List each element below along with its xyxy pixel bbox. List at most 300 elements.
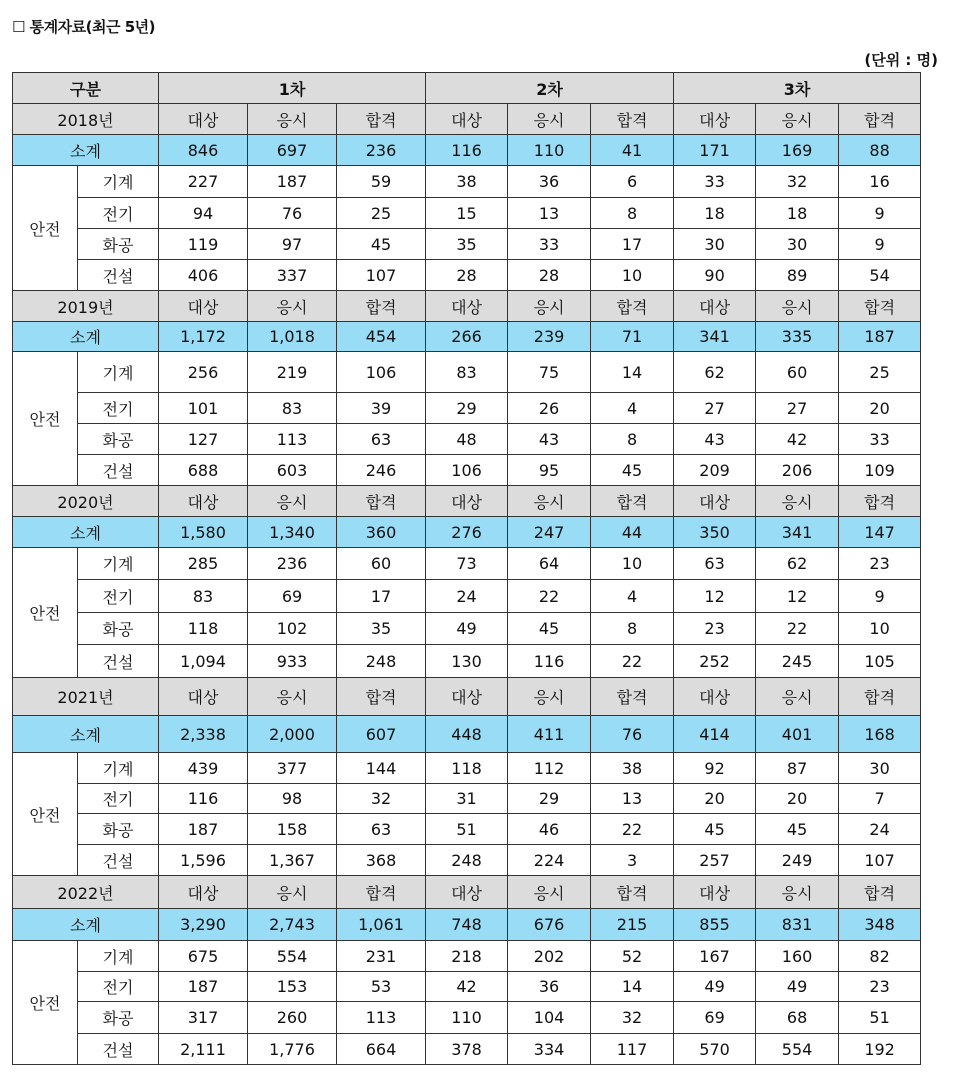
table-cell: 38 [426,166,508,198]
table-cell: 10 [591,260,674,291]
subtotal-value: 71 [591,322,674,352]
table-cell: 29 [508,784,591,814]
subtotal-value: 2,338 [159,716,248,753]
table-row [13,784,921,814]
subtotal-value: 168 [839,716,921,753]
table-cell: 257 [674,845,756,876]
table-cell: 51 [426,814,508,845]
table-cell: 4 [591,393,674,424]
column-label: 응시 [508,104,591,135]
column-label: 합격 [839,486,921,517]
year-header-row [13,291,921,322]
table-cell: 33 [674,166,756,198]
table-row [13,580,921,613]
table-row [13,548,921,580]
table-cell: 45 [756,814,839,845]
table-cell: 27 [674,393,756,424]
table-cell: 20 [839,393,921,424]
table-cell: 113 [248,424,337,455]
table-cell: 29 [426,393,508,424]
subtotal-value: 341 [756,517,839,548]
table-cell: 43 [508,424,591,455]
table-cell: 98 [248,784,337,814]
table-cell: 25 [839,352,921,393]
table-cell: 334 [508,1034,591,1065]
table-cell: 33 [508,229,591,260]
table-header-row [13,73,921,104]
table-cell: 8 [591,424,674,455]
table-cell: 1,094 [159,645,248,678]
table-cell: 26 [508,393,591,424]
column-label: 대상 [159,104,248,135]
subtotal-value: 236 [337,135,426,166]
group-label: 안전 [13,548,78,678]
group-label: 안전 [13,753,78,876]
table-cell: 28 [426,260,508,291]
column-label: 응시 [248,104,337,135]
year-label: 2019년 [13,291,159,322]
column-label: 응시 [248,678,337,716]
table-cell: 45 [337,229,426,260]
table-cell: 45 [591,455,674,486]
category-label: 화공 [78,814,159,845]
year-header-row [13,104,921,135]
table-cell: 17 [337,580,426,613]
table-cell: 158 [248,814,337,845]
table-cell: 22 [591,814,674,845]
subtotal-value: 846 [159,135,248,166]
table-cell: 60 [756,352,839,393]
table-cell: 378 [426,1034,508,1065]
column-label: 대상 [674,291,756,322]
table-cell: 107 [337,260,426,291]
column-label: 응시 [508,678,591,716]
column-label: 합격 [839,104,921,135]
table-cell: 246 [337,455,426,486]
header-round-2: 2차 [426,73,674,104]
subtotal-value: 247 [508,517,591,548]
statistics-table [12,72,921,1065]
subtotal-value: 831 [756,909,839,941]
category-label: 전기 [78,580,159,613]
table-cell: 8 [591,613,674,645]
table-cell: 45 [508,613,591,645]
header-round-1: 1차 [159,73,426,104]
table-cell: 1,776 [248,1034,337,1065]
column-label: 응시 [248,876,337,909]
table-cell: 36 [508,166,591,198]
column-label: 응시 [756,486,839,517]
table-cell: 36 [508,972,591,1002]
year-label: 2022년 [13,876,159,909]
table-row [13,1002,921,1034]
table-cell: 209 [674,455,756,486]
subtotal-value: 147 [839,517,921,548]
table-cell: 570 [674,1034,756,1065]
table-cell: 68 [756,1002,839,1034]
table-cell: 218 [426,941,508,972]
table-cell: 933 [248,645,337,678]
table-cell: 24 [426,580,508,613]
table-cell: 30 [839,753,921,784]
table-cell: 377 [248,753,337,784]
table-cell: 89 [756,260,839,291]
table-row [13,845,921,876]
table-cell: 554 [248,941,337,972]
table-cell: 73 [426,548,508,580]
table-cell: 27 [756,393,839,424]
column-label: 응시 [248,486,337,517]
subtotal-value: 1,172 [159,322,248,352]
table-cell: 35 [426,229,508,260]
table-cell: 9 [839,580,921,613]
table-cell: 32 [756,166,839,198]
table-cell: 8 [591,198,674,229]
column-label: 응시 [756,876,839,909]
group-label: 안전 [13,941,78,1065]
table-cell: 23 [839,972,921,1002]
subtotal-value: 276 [426,517,508,548]
table-cell: 83 [248,393,337,424]
table-cell: 48 [426,424,508,455]
table-cell: 13 [508,198,591,229]
table-cell: 69 [248,580,337,613]
table-cell: 13 [591,784,674,814]
column-label: 대상 [426,291,508,322]
column-label: 대상 [674,104,756,135]
subtotal-value: 676 [508,909,591,941]
subtotal-row [13,135,921,166]
year-header-row [13,876,921,909]
table-cell: 227 [159,166,248,198]
column-label: 합격 [591,486,674,517]
table-cell: 69 [674,1002,756,1034]
table-cell: 113 [337,1002,426,1034]
category-label: 전기 [78,784,159,814]
table-cell: 285 [159,548,248,580]
table-cell: 59 [337,166,426,198]
column-label: 대상 [159,291,248,322]
table-cell: 53 [337,972,426,1002]
table-cell: 28 [508,260,591,291]
table-cell: 116 [508,645,591,678]
table-row [13,260,921,291]
table-cell: 6 [591,166,674,198]
subtotal-value: 239 [508,322,591,352]
subtotal-value: 169 [756,135,839,166]
table-cell: 7 [839,784,921,814]
unit-label: (단위 : 명) [864,51,938,69]
subtotal-value: 360 [337,517,426,548]
table-cell: 60 [337,548,426,580]
table-cell: 51 [839,1002,921,1034]
subtotal-value: 215 [591,909,674,941]
table-row [13,455,921,486]
table-cell: 87 [756,753,839,784]
subtotal-value: 171 [674,135,756,166]
table-cell: 116 [159,784,248,814]
table-cell: 42 [426,972,508,1002]
subtotal-value: 414 [674,716,756,753]
table-cell: 187 [159,814,248,845]
table-cell: 119 [159,229,248,260]
table-cell: 2,111 [159,1034,248,1065]
subtotal-value: 3,290 [159,909,248,941]
table-cell: 16 [839,166,921,198]
table-cell: 127 [159,424,248,455]
subtotal-value: 1,340 [248,517,337,548]
table-cell: 14 [591,352,674,393]
table-cell: 63 [674,548,756,580]
subtotal-value: 110 [508,135,591,166]
table-cell: 10 [839,613,921,645]
subtotal-value: 1,018 [248,322,337,352]
table-cell: 1,596 [159,845,248,876]
category-label: 전기 [78,972,159,1002]
table-cell: 248 [337,645,426,678]
table-cell: 9 [839,198,921,229]
table-cell: 20 [674,784,756,814]
table-cell: 664 [337,1034,426,1065]
column-label: 응시 [756,104,839,135]
table-cell: 153 [248,972,337,1002]
table-cell: 23 [839,548,921,580]
table-cell: 76 [248,198,337,229]
table-cell: 75 [508,352,591,393]
column-label: 합격 [591,678,674,716]
subtotal-label: 소계 [13,517,159,548]
subtotal-row [13,909,921,941]
group-label: 안전 [13,166,78,291]
column-label: 합격 [591,104,674,135]
category-label: 기계 [78,548,159,580]
table-cell: 52 [591,941,674,972]
category-label: 화공 [78,424,159,455]
subtotal-value: 348 [839,909,921,941]
table-row [13,198,921,229]
table-cell: 35 [337,613,426,645]
column-label: 합격 [337,486,426,517]
table-cell: 31 [426,784,508,814]
table-cell: 83 [426,352,508,393]
table-cell: 20 [756,784,839,814]
column-label: 응시 [756,291,839,322]
table-row [13,753,921,784]
column-label: 대상 [159,678,248,716]
table-cell: 42 [756,424,839,455]
table-cell: 22 [508,580,591,613]
table-cell: 554 [756,1034,839,1065]
column-label: 대상 [159,486,248,517]
year-header-row [13,678,921,716]
table-cell: 107 [839,845,921,876]
subtotal-row [13,716,921,753]
subtotal-value: 88 [839,135,921,166]
header-round-3: 3차 [674,73,921,104]
table-cell: 110 [426,1002,508,1034]
table-cell: 219 [248,352,337,393]
table-cell: 603 [248,455,337,486]
subtotal-value: 401 [756,716,839,753]
year-label: 2018년 [13,104,159,135]
header-category: 구분 [13,73,159,104]
table-row [13,229,921,260]
subtotal-value: 697 [248,135,337,166]
table-cell: 192 [839,1034,921,1065]
subtotal-value: 1,061 [337,909,426,941]
table-cell: 12 [756,580,839,613]
subtotal-value: 1,580 [159,517,248,548]
table-cell: 224 [508,845,591,876]
table-cell: 49 [426,613,508,645]
subtotal-value: 41 [591,135,674,166]
table-cell: 1,367 [248,845,337,876]
table-cell: 63 [337,814,426,845]
category-label: 기계 [78,352,159,393]
table-cell: 92 [674,753,756,784]
table-row [13,166,921,198]
subtotal-value: 2,743 [248,909,337,941]
table-cell: 368 [337,845,426,876]
subtotal-value: 748 [426,909,508,941]
table-cell: 17 [591,229,674,260]
column-label: 합격 [337,291,426,322]
table-cell: 9 [839,229,921,260]
table-cell: 102 [248,613,337,645]
table-cell: 337 [248,260,337,291]
column-label: 합격 [337,678,426,716]
table-cell: 118 [159,613,248,645]
category-label: 건설 [78,455,159,486]
subtotal-value: 76 [591,716,674,753]
category-label: 기계 [78,166,159,198]
table-row [13,393,921,424]
table-cell: 3 [591,845,674,876]
table-cell: 18 [674,198,756,229]
column-label: 응시 [508,876,591,909]
subtotal-label: 소계 [13,135,159,166]
table-cell: 249 [756,845,839,876]
subtotal-value: 44 [591,517,674,548]
column-label: 대상 [426,486,508,517]
table-cell: 130 [426,645,508,678]
table-cell: 90 [674,260,756,291]
table-cell: 46 [508,814,591,845]
column-label: 대상 [426,876,508,909]
table-row [13,424,921,455]
table-cell: 187 [159,972,248,1002]
table-cell: 24 [839,814,921,845]
table-cell: 439 [159,753,248,784]
column-label: 응시 [756,678,839,716]
category-label: 건설 [78,1034,159,1065]
year-label: 2020년 [13,486,159,517]
subtotal-value: 855 [674,909,756,941]
table-row [13,941,921,972]
year-header-row [13,486,921,517]
table-cell: 117 [591,1034,674,1065]
table-cell: 109 [839,455,921,486]
column-label: 합격 [839,291,921,322]
table-cell: 675 [159,941,248,972]
statistics-table-body [13,73,921,1065]
table-cell: 10 [591,548,674,580]
table-cell: 231 [337,941,426,972]
table-cell: 63 [337,424,426,455]
subtotal-label: 소계 [13,716,159,753]
table-row [13,613,921,645]
category-label: 전기 [78,198,159,229]
column-label: 대상 [159,876,248,909]
table-cell: 94 [159,198,248,229]
table-cell: 101 [159,393,248,424]
column-label: 대상 [674,678,756,716]
category-label: 건설 [78,845,159,876]
table-cell: 252 [674,645,756,678]
table-cell: 22 [756,613,839,645]
subtotal-value: 187 [839,322,921,352]
table-cell: 33 [839,424,921,455]
column-label: 합격 [337,876,426,909]
table-cell: 187 [248,166,337,198]
table-cell: 14 [591,972,674,1002]
category-label: 기계 [78,753,159,784]
subtotal-row [13,322,921,352]
table-cell: 39 [337,393,426,424]
category-label: 화공 [78,1002,159,1034]
table-cell: 105 [839,645,921,678]
category-label: 건설 [78,260,159,291]
table-cell: 12 [674,580,756,613]
column-label: 대상 [674,876,756,909]
table-cell: 64 [508,548,591,580]
table-cell: 83 [159,580,248,613]
subtotal-label: 소계 [13,322,159,352]
table-row [13,972,921,1002]
table-row [13,1034,921,1065]
table-cell: 4 [591,580,674,613]
group-label: 안전 [13,352,78,486]
table-cell: 30 [756,229,839,260]
table-cell: 317 [159,1002,248,1034]
column-label: 합격 [839,678,921,716]
table-cell: 15 [426,198,508,229]
table-cell: 45 [674,814,756,845]
column-label: 합격 [591,291,674,322]
table-row [13,814,921,845]
table-cell: 106 [426,455,508,486]
table-cell: 38 [591,753,674,784]
table-cell: 49 [674,972,756,1002]
table-cell: 43 [674,424,756,455]
table-cell: 256 [159,352,248,393]
category-label: 기계 [78,941,159,972]
year-label: 2021년 [13,678,159,716]
subtotal-value: 454 [337,322,426,352]
table-cell: 245 [756,645,839,678]
table-cell: 112 [508,753,591,784]
column-label: 합격 [839,876,921,909]
column-label: 합격 [337,104,426,135]
table-cell: 202 [508,941,591,972]
column-label: 합격 [591,876,674,909]
table-row [13,645,921,678]
table-cell: 95 [508,455,591,486]
subtotal-value: 341 [674,322,756,352]
table-cell: 106 [337,352,426,393]
page-title: ☐ 통계자료(최근 5년) [12,18,155,36]
table-cell: 32 [337,784,426,814]
